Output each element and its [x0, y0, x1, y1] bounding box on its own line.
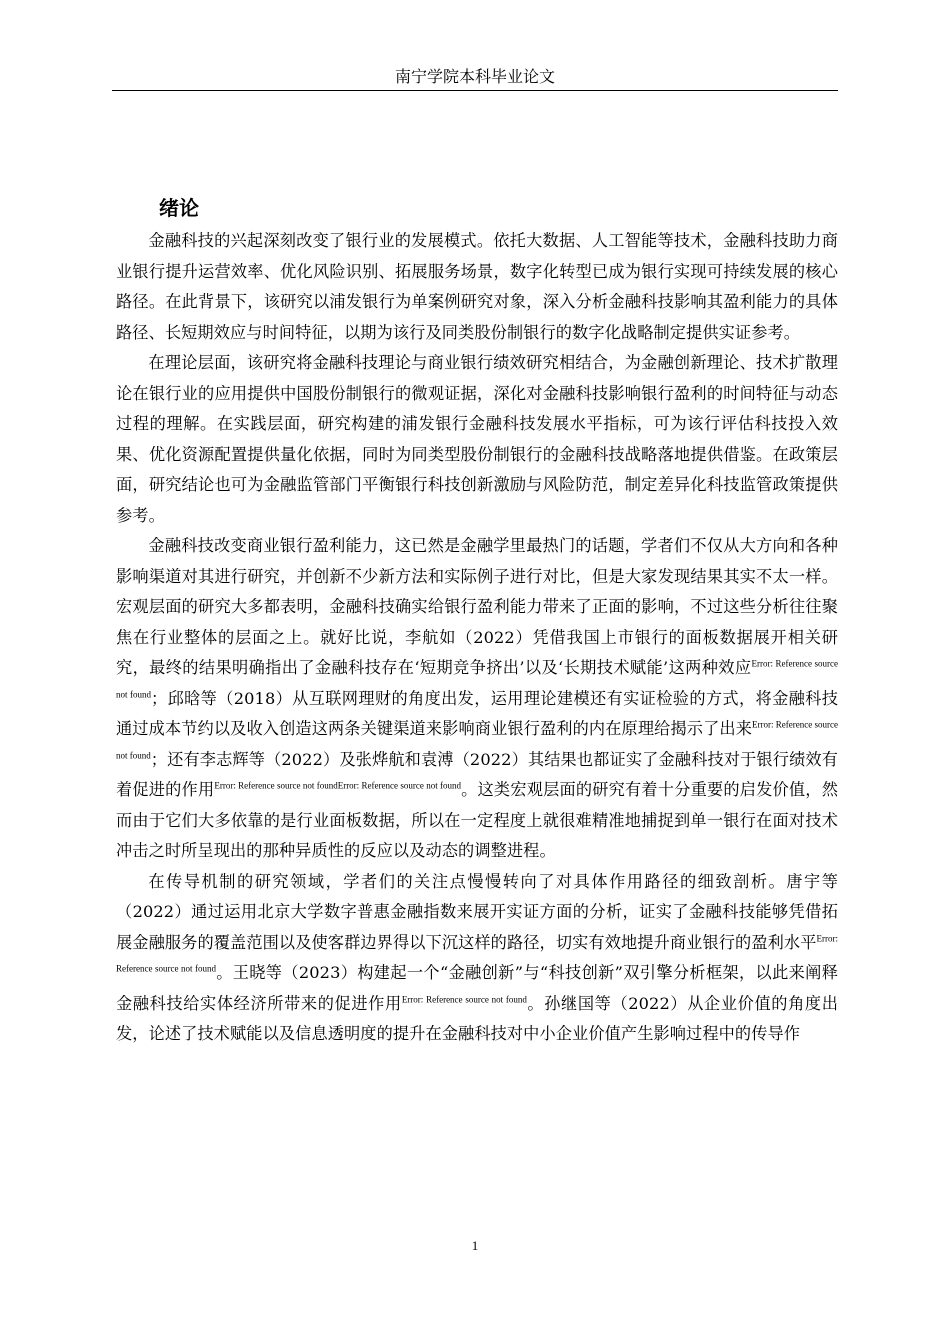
citation-reference-error: Error: Reference source not found [116, 719, 838, 761]
body-paragraph [116, 867, 838, 1050]
paragraph-text: 金融科技改变商业银行盈利能力，这已然是金融学里最热门的话题，学者们不仅从大方向和各种影响渠道对其进行研究，并创新不少新方法和实际例子进行对比，但是大家发现结果其实不太一样。宏观层面的研究大多都表明，金融科技确实给银行盈利能力带来了正面的影响，不过这些分析往往聚焦在行业整体的层面之上。就好比说，李航如（2022）凭借我国上市银行的面板数据展开相关研究，最终的结果明确指出了金融科技存在‘短期竞争挤出’以及‘长期技术赋能’这两种效应 [116, 536, 838, 677]
page-number: 1 [471, 1238, 479, 1253]
paragraph-text: 。这类宏观层面的研究有着十分重要的启发价值，然而由于它们大多依靠的是行业面板数据，所以在一定程度上就很难精准地捕捉到单一银行在面对技术冲击之时所呈现出的那种异质性的反应以及动态的调整进程。 [116, 780, 838, 860]
paragraph-text: ；还有李志辉等（2022）及张烨航和袁溥（2022）其结果也都证实了金融科技对于银行绩效有着促进的作用 [116, 749, 839, 799]
body-paragraph [116, 531, 838, 867]
paragraph-text: 在理论层面，该研究将金融科技理论与商业银行绩效研究相结合，为金融创新理论、技术扩散理论在银行业的应用提供中国股份制银行的微观证据，深化对金融科技影响银行盈利的时间特征与动态过程的理解。在实践层面，研究构建的浦发银行金融科技发展水平指标，可为该行评估科技投入效果、优化资源配置提供量化依据，同时为同类型股份制银行的金融科技战略落地提供借鉴。在政策层面，研究结论也可为金融监管部门平衡银行科技创新激励与风险防范，制定差异化科技监管政策提供参考。 [116, 353, 838, 525]
paragraph-text: 。孙继国等（2022）从企业价值的角度出发，论述了技术赋能以及信息透明度的提升在金融科技对中小企业价值产生影响过程中的传导作 [116, 993, 838, 1043]
paragraph-text: ；邱晗等（2018）从互联网理财的角度出发，运用理论建模还有实证检验的方式，将金融科技通过成本节约以及收入创造这两条关键渠道来影响商业银行盈利的内在原理给揭示了出来 [116, 688, 838, 738]
body-text [116, 226, 838, 1050]
citation-reference-error: Error: Reference source not found [116, 658, 838, 700]
body-paragraph [116, 226, 838, 348]
page-footer [0, 1238, 950, 1254]
paragraph-text: 在传导机制的研究领域，学者们的关注点慢慢转向了对具体作用路径的细致剖析。唐宇等（2022）通过运用北京大学数字普惠金融指数来展开实证方面的分析，证实了金融科技能够凭借拓展金融服务的覆盖范围以及使客群边界得以下沉这样的路径，切实有效地提升商业银行的盈利水平 [116, 871, 838, 952]
citation-reference-error: Error: Reference source not found [116, 933, 838, 974]
body-paragraph [116, 348, 838, 531]
citation-reference-error: Error: Reference source not found [401, 994, 527, 1005]
page-header [112, 66, 838, 91]
page-content [116, 192, 838, 1050]
paragraph-text: 。王晓等（2023）构建起一个“金融创新”与“科技创新”双引擎分析框架，以此来阐释金融科技给实体经济所带来的促进作用 [116, 963, 838, 1013]
section-title: 绪论 [159, 196, 199, 220]
citation-reference-error: Error: Reference source not foundError: Reference source not found [214, 780, 462, 791]
paragraph-text: 金融科技的兴起深刻改变了银行业的发展模式。依托大数据、人工智能等技术，金融科技助力商业银行提升运营效率、优化风险识别、拓展服务场景，数字化转型已成为银行实现可持续发展的核心路径。在此背景下，该研究以浦发银行为单案例研究对象，深入分析金融科技影响其盈利能力的具体路径、长短期效应与时间特征，以期为该行及同类股份制银行的数字化战略制定提供实证参考。 [116, 231, 838, 342]
header-title: 南宁学院本科毕业论文 [394, 67, 555, 86]
